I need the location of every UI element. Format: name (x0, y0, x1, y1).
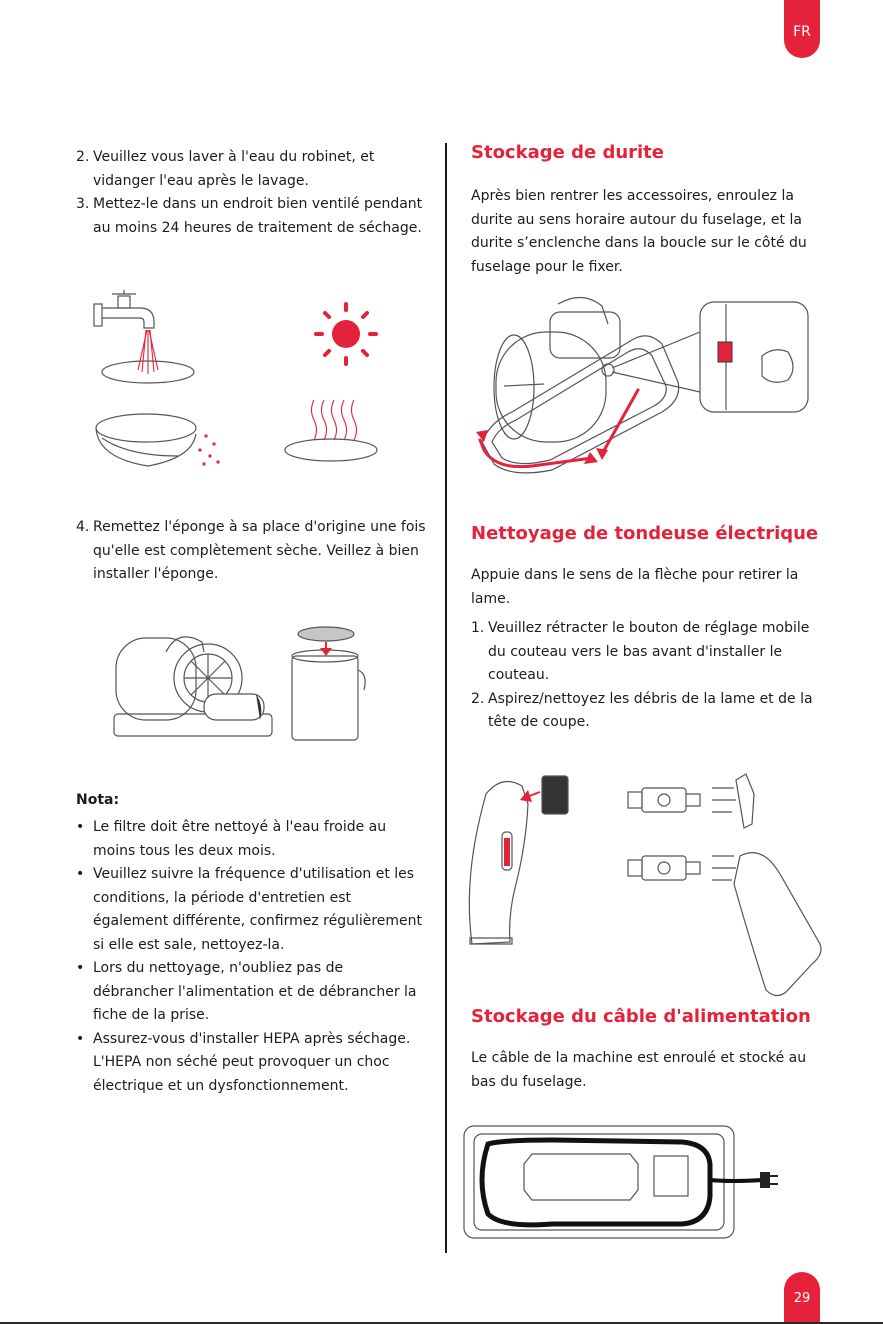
cable-storage-illustration (462, 1124, 782, 1242)
hose-wrap-illustration (472, 282, 818, 482)
hose-section (471, 142, 827, 279)
trimmer-intro: Appuie dans le sens de la flèche pour retirer la lame. (471, 567, 799, 607)
cable-text: Le câble de la machine est enroulé et stocké au bas du fuselage. (471, 1050, 807, 1090)
column-divider (445, 143, 447, 1253)
sponge-reinstall-illustration (98, 622, 378, 746)
trimmer-blade-illustration (462, 764, 826, 1004)
trimmer-section (471, 523, 827, 735)
page-number-tab (784, 1272, 820, 1324)
nota-bullet-3: • Lors du nettoyage, n'oubliez pas de débrancher l'alimentation et de débrancher la fiche de la prise. (76, 960, 417, 1023)
hose-title: Stockage de durite (471, 142, 664, 163)
language-tab (784, 0, 820, 58)
hose-text: Après bien rentrer les accessoires, enroulez la durite au sens horaire autour du fuselage, et la durite s’enclenche dans la boucle sur le côté du fuselage pour le fixer. (471, 188, 807, 275)
step-4: 4. Remettez l'éponge à sa place d'origine une fois qu'elle est complètement sèche. Veillez à bien installer l'éponge. (76, 519, 426, 582)
nota-bullet-4: • Assurez-vous d'installer HEPA après séchage. L'HEPA non séché peut provoquer un choc électrique et un dysfonctionnement. (76, 1030, 411, 1094)
page-number: 29 (793, 1290, 811, 1306)
nota-block (76, 792, 426, 1098)
step-4-block (76, 516, 426, 587)
cable-section (471, 1006, 827, 1094)
trimmer-step-2: 2. Aspirez/nettoyez les débris de la lame et de la tête de coupe. (471, 690, 813, 730)
nota-label: Nota: (76, 792, 120, 808)
faucet-washing-illustration (88, 288, 398, 478)
step-2: 2. Veuillez vous laver à l'eau du robinet, et vidanger l'eau après le lavage. (76, 149, 375, 189)
cable-title: Stockage du câble d'alimentation (471, 1006, 811, 1027)
step-3: 3. Mettez-le dans un endroit bien ventilé pendant au moins 24 heures de traitement de séchage. (76, 196, 423, 236)
trimmer-step-1: 1. Veuillez rétracter le bouton de réglage mobile du couteau vers le bas avant d'installer le couteau. (471, 620, 810, 683)
language-label: FR (793, 24, 811, 40)
left-column (76, 146, 426, 240)
trimmer-title: Nettoyage de tondeuse électrique (471, 523, 819, 544)
sun-icon (316, 304, 376, 364)
nota-bullet-2: • Veuillez suivre la fréquence d'utilisation et les conditions, la période d'entretien est également différente, confirmez régulièrement si elle est sale, nettoyez-la. (76, 866, 423, 953)
nota-bullet-1: • Le filtre doit être nettoyé à l'eau froide au moins tous les deux mois. (76, 819, 387, 859)
